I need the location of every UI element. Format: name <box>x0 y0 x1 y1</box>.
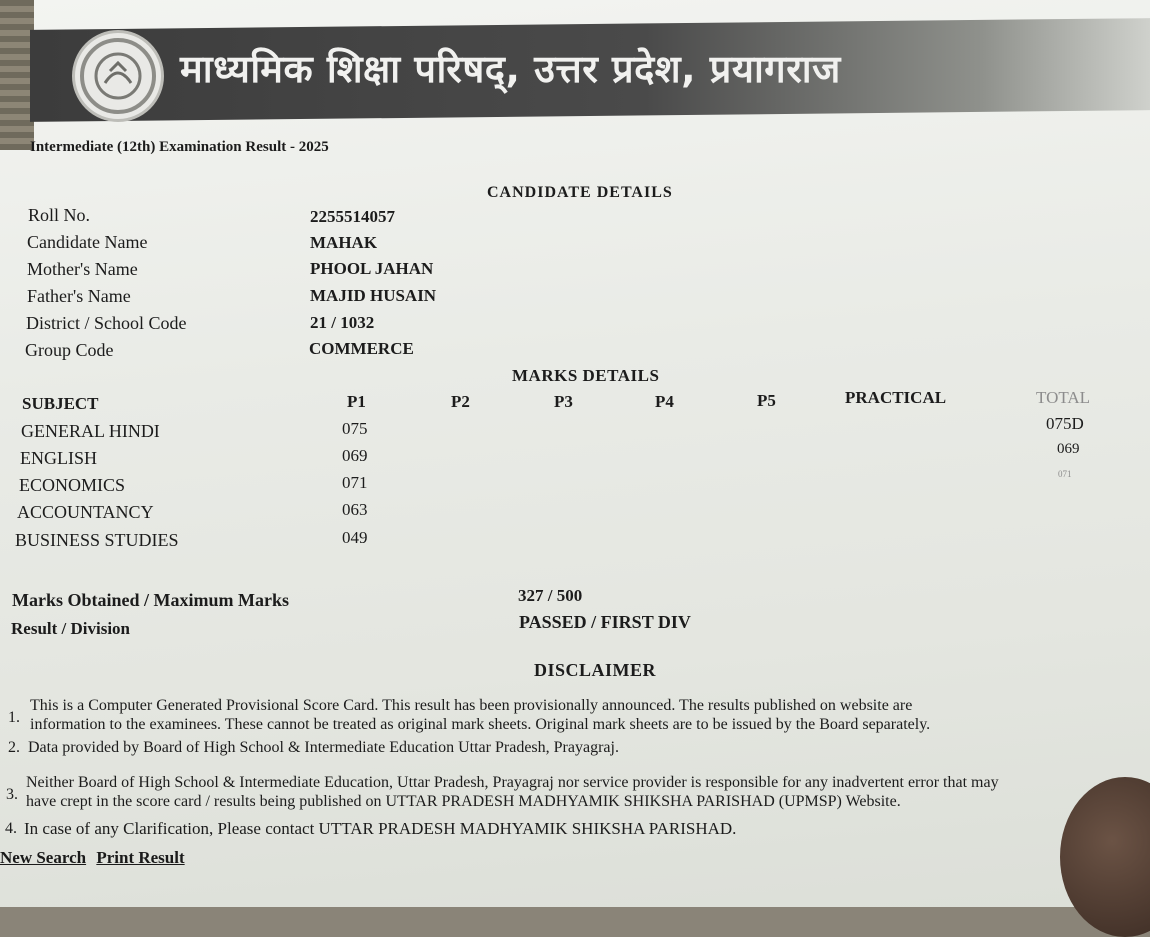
candidate-details-title: CANDIDATE DETAILS <box>487 184 673 201</box>
roll-no-value: 2255514057 <box>310 207 395 226</box>
header-p3: P3 <box>554 392 573 411</box>
disclaimer-text-line: Data provided by Board of High School & Intermediate Education Uttar Pradesh, Prayagraj. <box>28 739 619 756</box>
header-practical: PRACTICAL <box>845 388 947 407</box>
disclaimer-item <box>5 819 1150 839</box>
row-subject: ACCOUNTANCY <box>17 502 154 522</box>
header-subject: SUBJECT <box>22 394 99 413</box>
group-code-value: COMMERCE <box>309 339 414 358</box>
disclaimer-text-line: information to the examinees. These cannot be treated as original mark sheets. Original mark sheets are to be issued by the Board separately. <box>30 716 931 733</box>
board-seal-logo <box>72 30 164 122</box>
disclaimer-number: 2. <box>8 739 20 756</box>
result-division-value: PASSED / FIRST DIV <box>519 612 691 632</box>
disclaimer-text-line: Neither Board of High School & Intermediate Education, Uttar Pradesh, Prayagraj nor service provider is responsible for any inadvertent error that may <box>26 774 999 791</box>
marks-obtained-value: 327 / 500 <box>518 586 583 605</box>
row-total: 069 <box>1057 441 1080 457</box>
district-school-code-value: 21 / 1032 <box>310 313 375 332</box>
row-total: 071 <box>1058 469 1072 479</box>
disclaimer-title: DISCLAIMER <box>534 660 657 680</box>
row-p1: 071 <box>342 473 368 492</box>
result-links <box>0 848 191 868</box>
row-subject: ENGLISH <box>20 448 97 468</box>
board-name-title: माध्यमिक शिक्षा परिषद्, उत्तर प्रदेश, प्रयागराज <box>180 47 841 91</box>
header-p5: P5 <box>757 391 776 410</box>
row-subject: GENERAL HINDI <box>21 421 160 441</box>
print-result-link[interactable]: Print Result <box>96 848 185 867</box>
row-p1: 063 <box>342 500 368 519</box>
mother-name-label: Mother's Name <box>27 259 138 279</box>
header-p2: P2 <box>451 392 470 411</box>
row-subject: BUSINESS STUDIES <box>15 530 179 550</box>
row-total: 075D <box>1046 414 1084 433</box>
new-search-link[interactable]: New Search <box>0 848 87 867</box>
disclaimer-number: 1. <box>8 709 20 726</box>
exam-title: Intermediate (12th) Examination Result - 2025 <box>30 139 329 155</box>
roll-no-label: Roll No. <box>28 205 91 225</box>
row-p1: 069 <box>342 446 368 465</box>
disclaimer-item <box>6 773 1150 813</box>
disclaimer-number: 4. <box>5 820 17 837</box>
father-name-label: Father's Name <box>27 286 131 306</box>
row-subject: ECONOMICS <box>19 475 126 495</box>
disclaimer-text-line: In case of any Clarification, Please contact UTTAR PRADESH MADHYAMIK SHIKSHA PARISHAD. <box>24 819 737 838</box>
header-total: TOTAL <box>1036 388 1091 407</box>
background-mat <box>0 0 34 150</box>
candidate-name-value: MAHAK <box>310 233 378 252</box>
header-p1: P1 <box>347 392 366 411</box>
disclaimer-item <box>8 738 1150 758</box>
disclaimer-text-line: have crept in the score card / results being published on UTTAR PRADESH MADHYAMIK SHIKSHA PARISHAD (UPMSP) Website. <box>26 793 901 810</box>
row-p1: 049 <box>342 528 368 547</box>
father-name-value: MAJID HUSAIN <box>310 286 437 305</box>
row-p1: 075 <box>342 419 368 438</box>
marks-details-title: MARKS DETAILS <box>512 366 660 385</box>
district-school-code-label: District / School Code <box>26 313 187 333</box>
candidate-name-label: Candidate Name <box>27 232 148 252</box>
result-division-label: Result / Division <box>11 619 131 638</box>
group-code-label: Group Code <box>25 340 114 360</box>
header-p4: P4 <box>655 392 674 411</box>
disclaimer-text-line: This is a Computer Generated Provisional Score Card. This result has been provisionally announced. The results published on website are <box>30 697 913 714</box>
disclaimer-number: 3. <box>6 786 18 803</box>
mother-name-value: PHOOL JAHAN <box>310 259 434 278</box>
disclaimer-item <box>8 696 1150 736</box>
marks-obtained-label: Marks Obtained / Maximum Marks <box>12 590 289 610</box>
